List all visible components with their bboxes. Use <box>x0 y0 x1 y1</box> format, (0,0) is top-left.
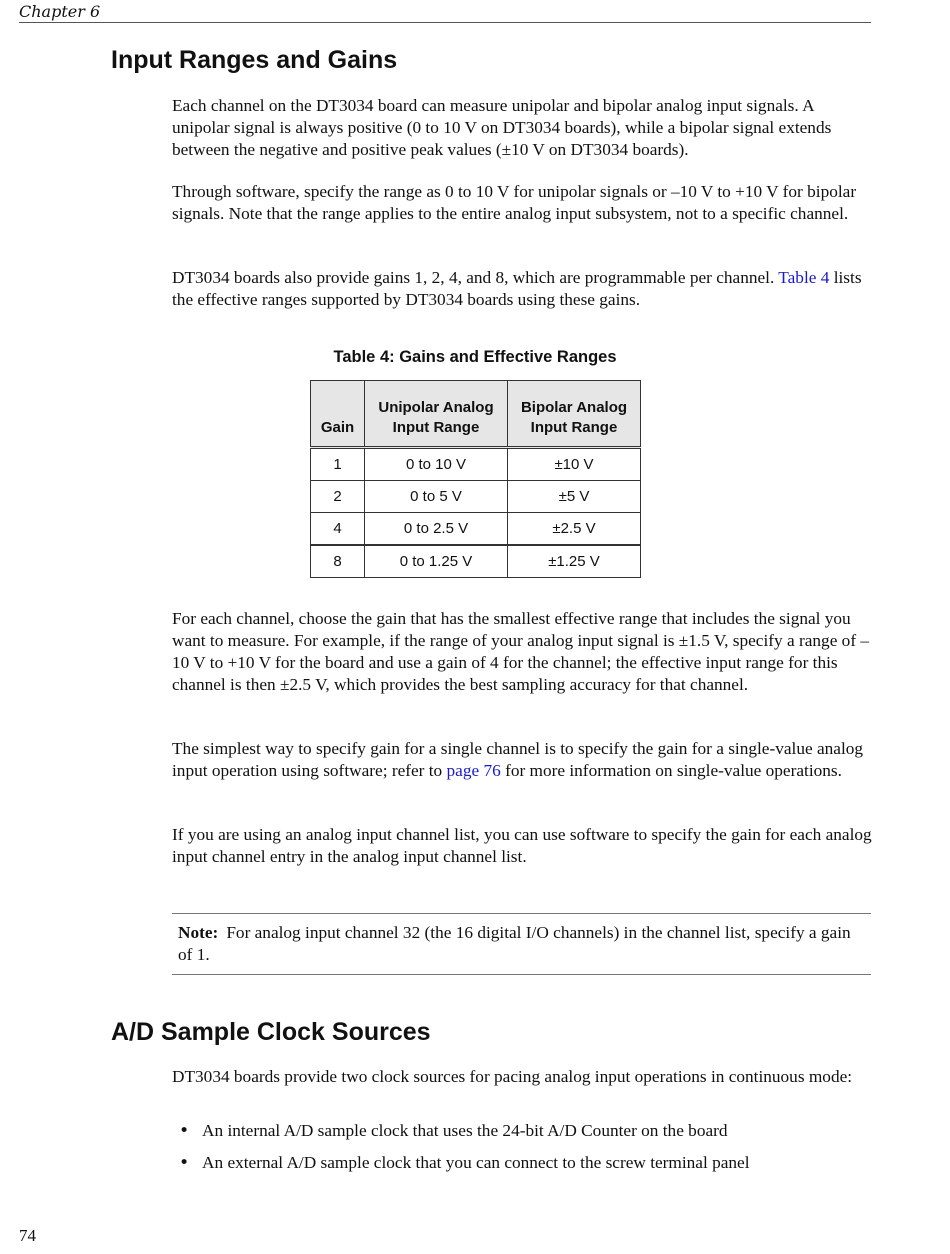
header-unipolar <box>365 381 508 448</box>
cell-gain: 1 <box>311 448 365 481</box>
table-header-row <box>311 381 641 448</box>
page-number: 74 <box>19 1226 36 1245</box>
header-bipolar-text: Bipolar Analog Input Range <box>520 399 628 436</box>
cell-bipolar: ±10 V <box>508 448 641 481</box>
bullet-icon: • <box>179 1153 190 1173</box>
header-unipolar-text: Unipolar Analog Input Range <box>378 399 494 436</box>
paragraph-gains <box>172 267 872 311</box>
header-bipolar <box>508 381 641 448</box>
note-label: Note: <box>178 923 219 942</box>
cell-unipolar: 0 to 2.5 V <box>365 513 508 546</box>
table-4-link[interactable]: Table 4 <box>778 268 830 287</box>
table-row <box>311 545 641 578</box>
cell-unipolar: 0 to 1.25 V <box>365 545 508 578</box>
table-row <box>311 513 641 546</box>
header-rule <box>19 22 871 23</box>
paragraph-single-value-text-b: for more information on single-value operations. <box>500 761 842 780</box>
list-item <box>172 1152 872 1174</box>
list-item-text: An external A/D sample clock that you can connect to the screw terminal panel <box>202 1153 750 1172</box>
section-title-input-ranges: Input Ranges and Gains <box>111 46 398 74</box>
table-title: Table 4: Gains and Effective Ranges <box>333 348 617 366</box>
page-76-link[interactable]: page 76 <box>446 761 501 780</box>
paragraph-clock-sources: DT3034 boards provide two clock sources for pacing analog input operations in continuous mode: <box>172 1067 853 1086</box>
list-item-text: An internal A/D sample clock that uses the 24-bit A/D Counter on the board <box>202 1121 728 1140</box>
clock-source-list <box>172 1120 872 1184</box>
note-body: For analog input channel 32 (the 16 digital I/O channels) in the channel list, specify a gain of 1. <box>178 923 851 964</box>
section-title-clock-sources: A/D Sample Clock Sources <box>111 1018 431 1046</box>
paragraph-gains-text-a: DT3034 boards also provide gains 1, 2, 4, and 8, which are programmable per channel. <box>172 268 779 287</box>
cell-bipolar: ±2.5 V <box>508 513 641 546</box>
bullet-icon: • <box>179 1121 190 1141</box>
note-text <box>178 922 868 966</box>
note-box <box>172 913 871 975</box>
paragraph-single-value-text-a: The simplest way to specify gain for a single channel is to specify the gain for a single-value analog input operation using software; refer to <box>172 739 864 780</box>
cell-unipolar: 0 to 10 V <box>365 448 508 481</box>
paragraph-choose-gain: For each channel, choose the gain that has the smallest effective range that includes the signal you want to measure. For example, if the range of your analog input signal is ±1.5 V, specify a range of –10 V to +10 V for the board and use a gain of 4 for the channel; the effective input range for this channel is then ±2.5 V, which provides the best sampling accuracy for that channel. <box>172 609 870 694</box>
paragraph-gains-text-b: lists the effective ranges supported by DT3034 boards using these gains. <box>172 268 862 309</box>
table-row <box>311 481 641 513</box>
list-item <box>172 1120 872 1142</box>
paragraph-single-value <box>172 738 872 782</box>
gains-table <box>310 380 641 578</box>
cell-gain: 2 <box>311 481 365 513</box>
header-gain: Gain <box>311 381 365 448</box>
cell-bipolar: ±5 V <box>508 481 641 513</box>
cell-gain: 4 <box>311 513 365 546</box>
cell-bipolar: ±1.25 V <box>508 545 641 578</box>
cell-unipolar: 0 to 5 V <box>365 481 508 513</box>
chapter-header: Chapter 6 <box>19 2 101 21</box>
cell-gain: 8 <box>311 545 365 578</box>
paragraph-range-software: Through software, specify the range as 0 to 10 V for unipolar signals or –10 V to +10 V for bipolar signals. Note that the range applies to the entire analog input subsystem, not to a specific channel. <box>172 182 857 223</box>
paragraph-unipolar-bipolar: Each channel on the DT3034 board can measure unipolar and bipolar analog input signals. A unipolar signal is always positive (0 to 10 V on DT3034 boards), while a bipolar signal extends between the negative and positive peak values (±10 V on DT3034 boards). <box>172 96 832 159</box>
paragraph-channel-list: If you are using an analog input channel list, you can use software to specify the gain for each analog input channel entry in the analog input channel list. <box>172 825 872 866</box>
table-row <box>311 448 641 481</box>
